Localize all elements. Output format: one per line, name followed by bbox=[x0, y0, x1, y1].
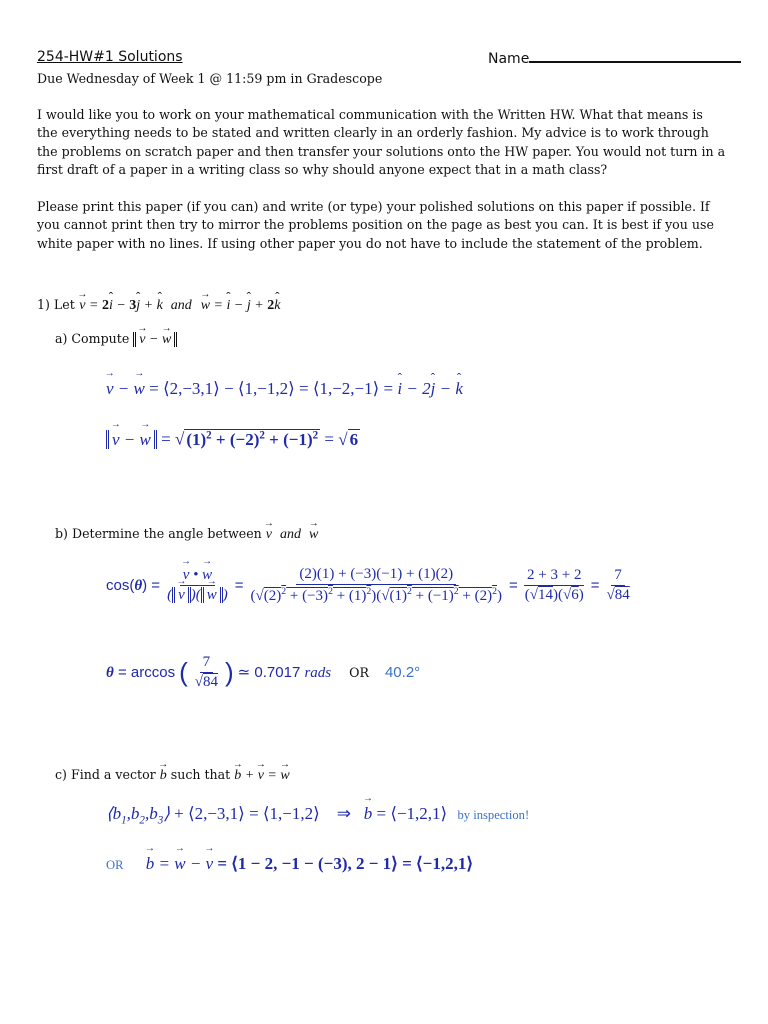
or-label-c: OR bbox=[106, 858, 124, 872]
problem-1-statement bbox=[37, 296, 280, 315]
vector-v-definition: → v = 2ˆ i − 3ˆ j + ˆ k bbox=[79, 298, 166, 313]
due-date: Due Wednesday of Week 1 @ 11:59 pm in Gradescope bbox=[37, 71, 383, 86]
such-that-label: such that bbox=[170, 767, 231, 782]
intro-paragraph-2 bbox=[37, 198, 737, 253]
intro-p1-line: the problems on scratch paper and then transfer your solutions onto the HW paper. You would not turn in a bbox=[37, 143, 726, 159]
rads-unit: rads bbox=[304, 665, 332, 681]
norm-v-minus-w: → v − → w bbox=[133, 332, 177, 347]
and-word: and bbox=[170, 298, 192, 313]
intro-p2-line: Please print this paper (if you can) and write (or type) your polished solutions on this paper if possible. If bbox=[37, 199, 710, 214]
or-label-b: OR bbox=[349, 665, 369, 680]
intro-paragraph-1 bbox=[37, 106, 737, 180]
page-title: 254-HW#1 Solutions bbox=[37, 49, 183, 65]
and-word-b: and bbox=[280, 527, 302, 542]
part-a-prompt bbox=[55, 330, 177, 349]
part-b-label: b) Determine the angle between bbox=[55, 526, 262, 541]
part-c-alternative-equation: OR → b = → w − → v = ⟨1 − 2, −1 − (−3), 2 − 1⟩ = ⟨−1,2,1⟩ bbox=[106, 854, 473, 874]
part-a-label: a) Compute bbox=[55, 331, 130, 346]
part-b-theta-equation: θ = arccos ( $\frac{7}{√84}$ ) ≃ 0.7017 rads OR 40.2° bbox=[106, 654, 421, 690]
part-c-label: c) Find a vector bbox=[55, 767, 156, 782]
intro-p1-line: the everything needs to be stated and written clearly in an orderly fashion. My advice is to work through bbox=[37, 125, 709, 141]
name-field bbox=[488, 49, 741, 67]
problem-1-lead: 1) Let bbox=[37, 297, 75, 312]
part-c-component-equation: $⟨b_1,b_2,b_3⟩$ + ⟨2,−3,1⟩ = ⟨1,−1,2⟩ ⇒ → b = ⟨−1,2,1⟩ by inspection! bbox=[106, 804, 529, 826]
part-c-prompt: c) Find a vector → b such that → b + → v = → w bbox=[55, 766, 290, 785]
intro-p1-line: I would like you to work on your mathematical communication with the Written HW. What that means is bbox=[37, 107, 703, 122]
inspection-note: by inspection! bbox=[457, 808, 530, 822]
name-label: Name bbox=[488, 51, 530, 67]
vector-w-definition: → w = ˆ i − ˆ j + 2ˆ k bbox=[201, 298, 281, 313]
part-a-difference-equation: → v − → w = ⟨2,−3,1⟩ − ⟨1,−1,2⟩ = ⟨1,−2,−1⟩ = ˆ i − 2ˆ j − ˆ k bbox=[106, 379, 463, 399]
name-blank-line bbox=[529, 49, 741, 63]
intro-p1-line: first draft of a paper in a writing class so why should anyone expect that in a math class? bbox=[37, 162, 608, 178]
theta-degrees: 40.2° bbox=[384, 664, 421, 681]
intro-p2-line: you cannot print then try to mirror the problems position on the page as best you can. It is best if you use bbox=[37, 217, 714, 233]
theta-value: 0.7017 bbox=[254, 664, 301, 681]
part-b-cosine-equation: cos(θ) = → $\frac{v • \to w}{(\to v )(\to w )}$ = $\frac{(2)(1) + (-3)(-1) + (1)(2)}{(√(2)^2 + (-3)^2 + (1)^2)(√(1)^2 + (-1)^2 + (2)^2)}$ = $\frac{2 + 3 + 2}{(√14)(√6)}$ = $\frac{7}{√84}$ bbox=[106, 566, 633, 605]
part-b-prompt: b) Determine the angle between → v and → w bbox=[55, 525, 318, 544]
intro-p2-line: white paper with no lines. If using other paper you do not have to include the statement of the problem. bbox=[37, 235, 703, 251]
part-a-norm-equation: → v − → w = √ $(1)^2 + (-2)^2 + (-1)^2$ = √ 6 bbox=[106, 429, 360, 450]
